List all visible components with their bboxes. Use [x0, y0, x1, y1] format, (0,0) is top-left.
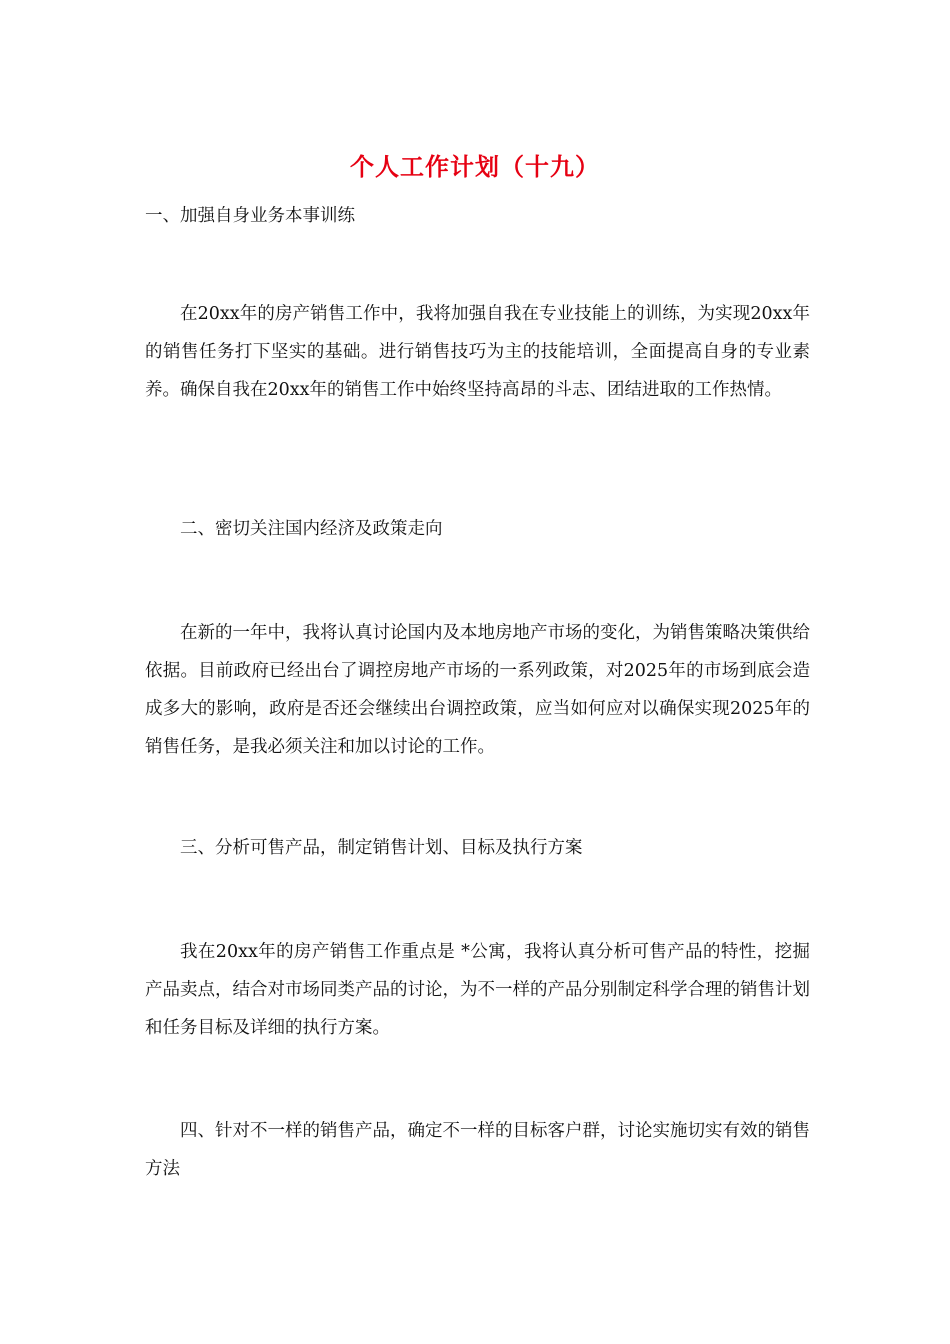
section-paragraph-2: 在新的一年中，我将认真讨论国内及本地房地产市场的变化，为销售策略决策供给依据。目前政府已经出台了调控房地产市场的一系列政策，对2025年的市场到底会造成多大的影响，政府是否还会继续出台调控政策，应当如何应对以确保实现2025年的销售任务，是我必须关注和加以讨论的工作。	[145, 623, 810, 757]
section-paragraph-1: 在20xx年的房产销售工作中，我将加强自我在专业技能上的训练，为实现20xx年的销售任务打下坚实的基础。进行销售技巧为主的技能培训，全面提高自身的专业素养。确保自我在20xx年的销售工作中始终坚持高昂的斗志、团结进取的工作热情。	[145, 304, 810, 400]
section-heading-1: 一、加强自身业务本事训练	[145, 206, 355, 226]
section-paragraph-3: 我在20xx年的房产销售工作重点是 *公寓，我将认真分析可售产品的特性，挖掘产品卖点，结合对市场同类产品的讨论，为不一样的产品分别制定科学合理的销售计划和任务目标及详细的执行方案。	[145, 942, 810, 1038]
section-heading-2: 二、密切关注国内经济及政策走向	[180, 519, 443, 539]
section-heading-3: 三、分析可售产品，制定销售计划、目标及执行方案	[180, 838, 583, 858]
document-title: 个人工作计划（十九）	[350, 152, 600, 181]
section-heading-4: 四、针对不一样的销售产品，确定不一样的目标客户群，讨论实施切实有效的销售方法	[145, 1121, 810, 1179]
